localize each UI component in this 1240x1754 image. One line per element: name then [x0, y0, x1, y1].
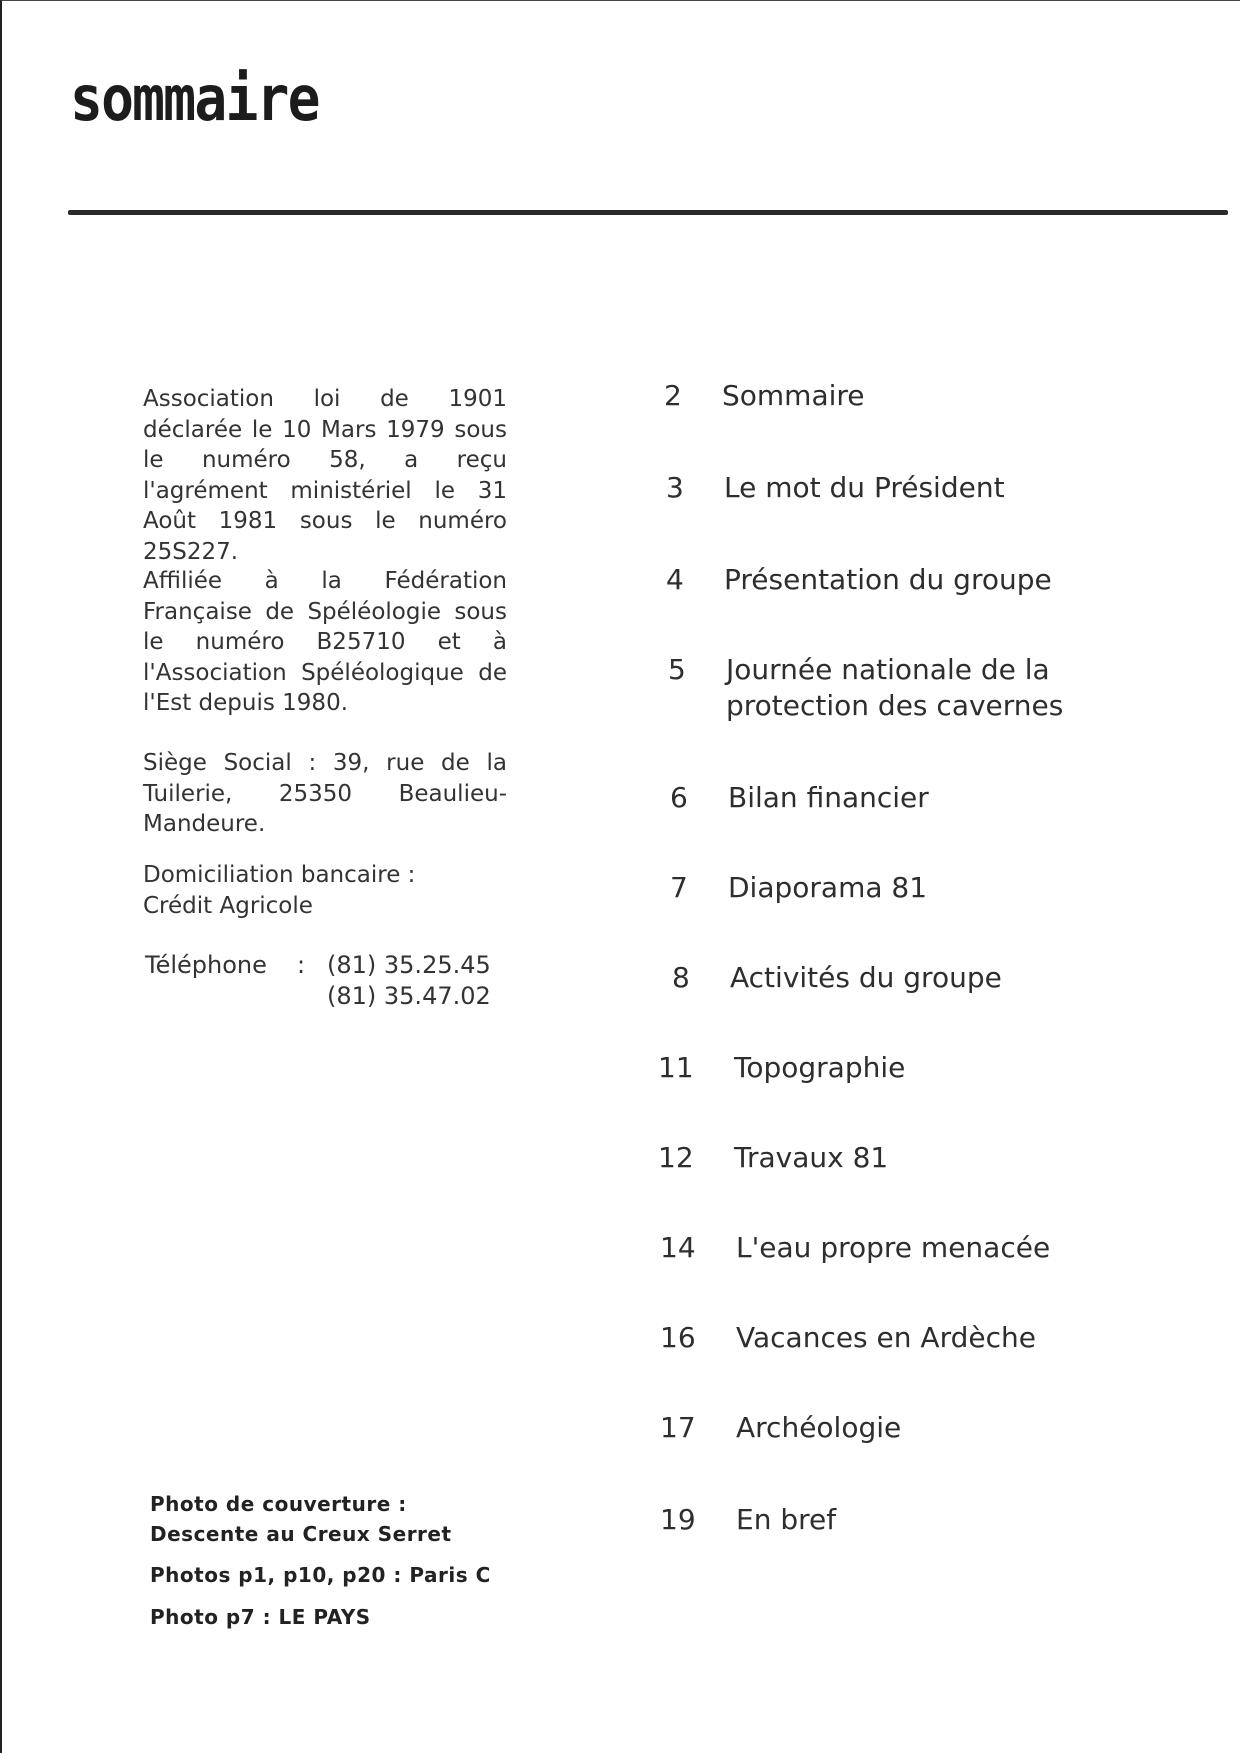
toc-title-line: Topographie	[734, 1051, 906, 1084]
toc-title	[734, 1140, 1154, 1176]
toc-page-number: 2	[664, 379, 682, 412]
title-divider	[68, 210, 1228, 215]
toc-title-line: protection des cavernes	[726, 689, 1064, 722]
toc-page-number: 11	[658, 1051, 694, 1084]
toc-page-number: 8	[672, 961, 690, 994]
domiciliation-value: Crédit Agricole	[143, 892, 313, 919]
toc-title	[734, 1050, 1154, 1086]
toc-title-line: En bref	[736, 1503, 837, 1536]
toc-page-number: 14	[660, 1231, 696, 1264]
toc-title	[736, 1410, 1156, 1446]
toc-page-number: 12	[658, 1141, 694, 1174]
toc-title	[730, 960, 1150, 996]
toc-title-line: Travaux 81	[734, 1141, 889, 1174]
toc-page-number: 6	[670, 781, 688, 814]
toc-title-line: Présentation du groupe	[724, 563, 1052, 596]
toc-title	[724, 470, 1144, 506]
toc-title-line: Activités du groupe	[730, 961, 1002, 994]
page-title: sommaire	[70, 62, 319, 135]
toc-title-line: L'eau propre menacée	[736, 1231, 1051, 1264]
toc-page-number: 3	[666, 471, 684, 504]
siege-social-info	[143, 748, 507, 840]
toc-page-number: 16	[660, 1321, 696, 1354]
toc-title-line: Journée nationale de la	[726, 653, 1050, 686]
toc-title-line: Bilan financier	[728, 781, 929, 814]
cover-photo-value: Descente au Creux Serret	[150, 1522, 452, 1546]
toc-title-line: Diaporama 81	[728, 871, 928, 904]
association-text: Association loi de 1901 déclarée le 10 Mars 1979 sous le numéro 58, a reçu l'agrément ministériel le 31 Août 1981 sous le numéro 25S227.	[143, 386, 507, 565]
toc-title	[728, 870, 1148, 906]
telephone-separator: :	[297, 951, 306, 979]
toc-title	[728, 780, 1148, 816]
toc-title-line: Le mot du Président	[724, 471, 1005, 504]
photo-p7-credit: Photo p7 : LE PAYS	[150, 1605, 371, 1629]
association-info	[143, 384, 507, 567]
toc-page-number: 19	[660, 1503, 696, 1536]
toc-title	[722, 378, 1142, 414]
telephone-label: Téléphone	[145, 951, 267, 979]
toc-page-number: 17	[660, 1411, 696, 1444]
toc-page-number: 5	[668, 653, 686, 686]
toc-title-line: Archéologie	[736, 1411, 902, 1444]
domiciliation-info	[143, 860, 507, 921]
toc-title-line: Vacances en Ardèche	[736, 1321, 1036, 1354]
toc-title-line: Sommaire	[722, 379, 865, 412]
photos-credit: Photos p1, p10, p20 : Paris C	[150, 1563, 491, 1587]
telephone-number-1: (81) 35.25.45	[327, 951, 491, 979]
toc-title	[736, 1320, 1156, 1356]
cover-photo-credit	[150, 1489, 452, 1549]
affiliation-info	[143, 566, 507, 719]
domiciliation-label: Domiciliation bancaire :	[143, 862, 416, 888]
toc-title	[736, 1230, 1156, 1266]
toc-page-number: 7	[670, 871, 688, 904]
toc-title	[736, 1502, 1156, 1538]
telephone-numbers	[327, 950, 491, 1012]
affiliation-text: Affiliée à la Fédération Française de Spéléologie sous le numéro B25710 et à l'Association Spéléologique de l'Est depuis 1980.	[143, 568, 507, 716]
toc-title	[726, 652, 1146, 724]
telephone-number-2: (81) 35.47.02	[327, 982, 491, 1010]
toc-title	[724, 562, 1144, 598]
cover-photo-label: Photo de couverture :	[150, 1492, 407, 1516]
toc-page-number: 4	[666, 563, 684, 596]
siege-social-text: Siège Social : 39, rue de la Tuilerie, 25350 Beaulieu-Mandeure.	[143, 750, 507, 837]
